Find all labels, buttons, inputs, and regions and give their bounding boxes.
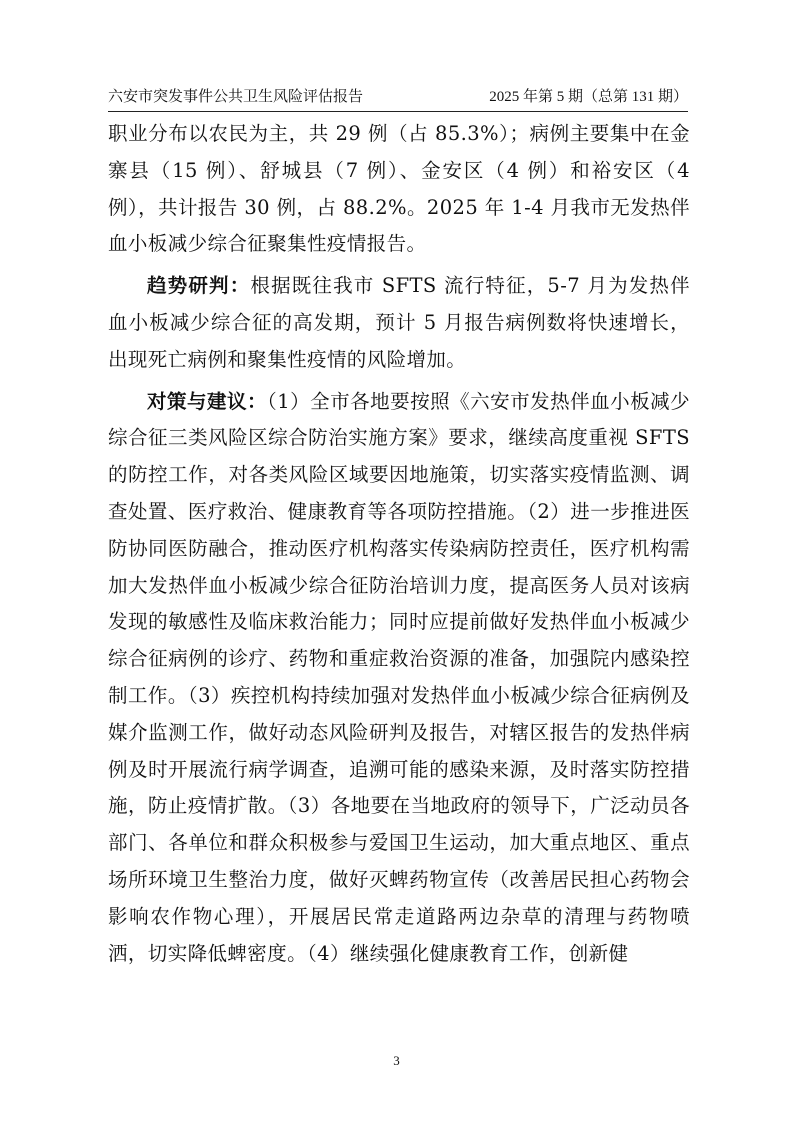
- report-series-title: 六安市突发事件公共卫生风险评估报告: [108, 89, 364, 105]
- paragraph-recommendations: [108, 384, 690, 973]
- paragraph-text: （1）全市各地要按照《六安市发热伴血小板减少综合征三类风险区综合防治实施方案》要求，继续高度重视 SFTS 的防控工作，对各类风险区域要因地施策，切实落实疫情监测、调查处置、医疗救治、健康教育等各项防控措施。（2）进一步推进医防协同医防融合，推动医疗机构落实传染病防控责任，医疗机构需加大发热伴血小板减少综合征防治培训力度，提高医务人员对该病发现的敏感性及临床救治能力；同时应提前做好发热伴血小板减少综合征病例的诊疗、药物和重症救治资源的准备，加强院内感染控制工作。（3）疾控机构持续加强对发热伴血小板减少综合征病例及媒介监测工作，做好动态风险研判及报告，对辖区报告的发热伴病例及时开展流行病学调查，追溯可能的感染来源，及时落实防控措施，防止疫情扩散。（3）各地要在当地政府的领导下，广泛动员各部门、各单位和群众积极参与爱国卫生运动，加大重点地区、重点场所环境卫生整治力度，做好灭蜱药物宣传（改善居民担心药物会影响农作物心理），开展居民常走道路两边杂草的清理与药物喷洒，切实降低蜱密度。（4）继续强化健康教育工作，创新健: [108, 389, 690, 965]
- paragraph-case-distribution: [108, 116, 690, 263]
- issue-number: 2025 年第 5 期（总第 131 期）: [489, 89, 688, 105]
- paragraph-heading: 对策与建议：: [147, 389, 267, 413]
- paragraph-text: 职业分布以农民为主，共 29 例（占 85.3%）；病例主要集中在金寨县（15 例）、舒城县（7 例）、金安区（4 例）和裕安区（4 例），共计报告 30 例，占 88.2%。2025 年 1-4 月我市无发热伴血小板减少综合征聚集性疫情报告。: [108, 122, 690, 256]
- running-header: [108, 86, 688, 108]
- body-text: [108, 116, 690, 972]
- paragraph-text: 根据既往我市 SFTS 流行特征，5-7 月为发热伴血小板减少综合征的高发期，预计 5 月报告病例数将快速增长，出现死亡病例和聚集性疫情的风险增加。: [108, 274, 690, 371]
- page-number: 3: [393, 1053, 400, 1068]
- paragraph-trend-assessment: [108, 268, 690, 378]
- header-divider: [108, 111, 688, 112]
- paragraph-heading: 趋势研判：: [147, 274, 251, 298]
